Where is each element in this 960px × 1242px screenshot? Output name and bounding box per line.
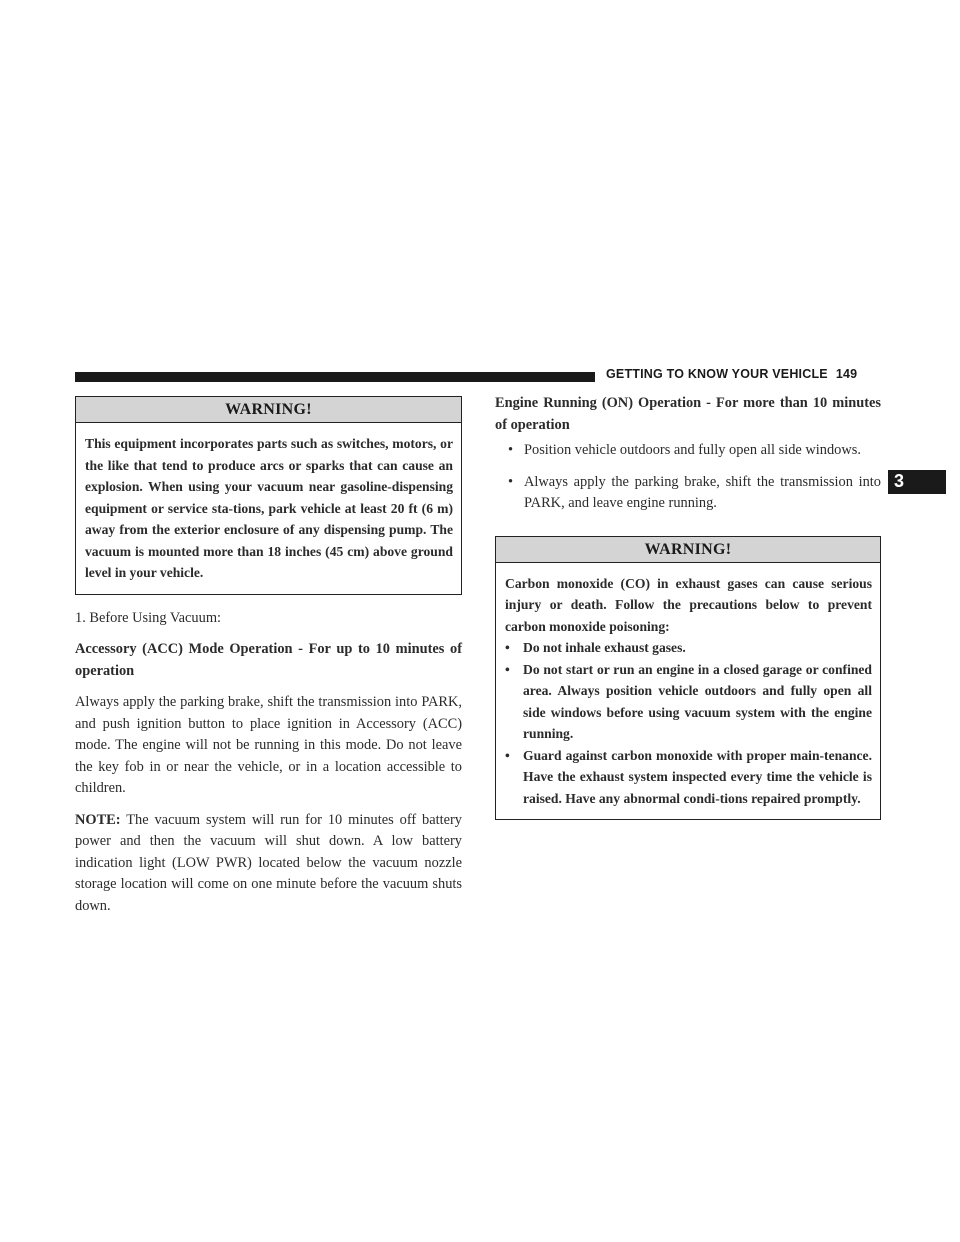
list-item xyxy=(505,659,872,745)
explosion-warning-box xyxy=(75,396,462,595)
warning-text: This equipment incorporates parts such as switches, motors, or the like that tend to produce arcs or sparks that can cause an explosion. When using your vacuum near gasoline-dispensing equipment or service sta-tions, park vehicle at least 20 ft (6 m) away from the exterior enclosure of any dispensing pump. The vacuum is mounted more than 18 inches (45 cm) above ground level in your vehicle. xyxy=(85,436,453,580)
page-number: 149 xyxy=(835,367,858,381)
left-column xyxy=(75,396,462,917)
bullet-icon: • xyxy=(508,473,514,490)
bullet-text: Position vehicle outdoors and fully open all side windows. xyxy=(524,442,861,458)
list-item xyxy=(505,745,872,810)
list-item xyxy=(495,440,881,462)
right-column xyxy=(495,393,881,820)
bullet-text: Do not start or run an engine in a closed garage or confined area. Always position vehicle outdoors and fully open all side windows before using vacuum system with the engine running. xyxy=(523,661,872,741)
bullet-text: Always apply the parking brake, shift the transmission into PARK, and leave engine running. xyxy=(524,473,881,511)
note-label: NOTE: xyxy=(75,811,121,828)
acc-mode-text: Always apply the parking brake, shift the transmission into PARK, and push ignition button to place ignition in Accessory (ACC) mode. The engine will not be running in this mode. Do not leave the key fob in or near the vehicle, or in a location accessible to children. xyxy=(75,694,462,796)
chapter-number: 3 xyxy=(894,471,905,491)
header-rule xyxy=(75,372,595,382)
co-warning-box xyxy=(495,536,881,821)
engine-running-list xyxy=(495,440,881,515)
bullet-icon: • xyxy=(505,747,510,763)
running-header xyxy=(606,367,857,381)
list-item xyxy=(495,472,881,515)
note-paragraph xyxy=(75,810,462,918)
note-text: The vacuum system will run for 10 minutes off battery power and then the vacuum will shut down. A low battery indication light (LOW PWR) located below the vacuum nozzle storage location will come on one minute before the vacuum shuts down. xyxy=(75,811,462,914)
step-heading: 1. Before Using Vacuum: xyxy=(75,609,222,626)
list-item xyxy=(505,637,872,659)
bullet-icon: • xyxy=(508,442,514,458)
warning-title: WARNING! xyxy=(496,537,880,563)
warning-title: WARNING! xyxy=(76,397,461,423)
bullet-text: Guard against carbon monoxide with proper main-tenance. Have the exhaust system inspected every time the vehicle is raised. Have any abnormal condi-tions repaired promptly. xyxy=(523,747,872,806)
bullet-icon: • xyxy=(505,640,510,655)
bullet-icon: • xyxy=(505,661,510,677)
warning-intro: Carbon monoxide (CO) in exhaust gases can cause serious injury or death. Follow the precautions below to prevent carbon monoxide poisoning: xyxy=(505,575,872,634)
co-warning-body xyxy=(496,563,880,820)
warning-list xyxy=(505,637,872,809)
acc-mode-heading: Accessory (ACC) Mode Operation - For up to 10 minutes of operation xyxy=(75,641,462,679)
engine-running-heading: Engine Running (ON) Operation - For more than 10 minutes of operation xyxy=(495,395,881,433)
section-title: GETTING TO KNOW YOUR VEHICLE xyxy=(606,367,828,381)
chapter-tab xyxy=(888,470,946,494)
bullet-text: Do not inhale exhaust gases. xyxy=(523,640,686,655)
